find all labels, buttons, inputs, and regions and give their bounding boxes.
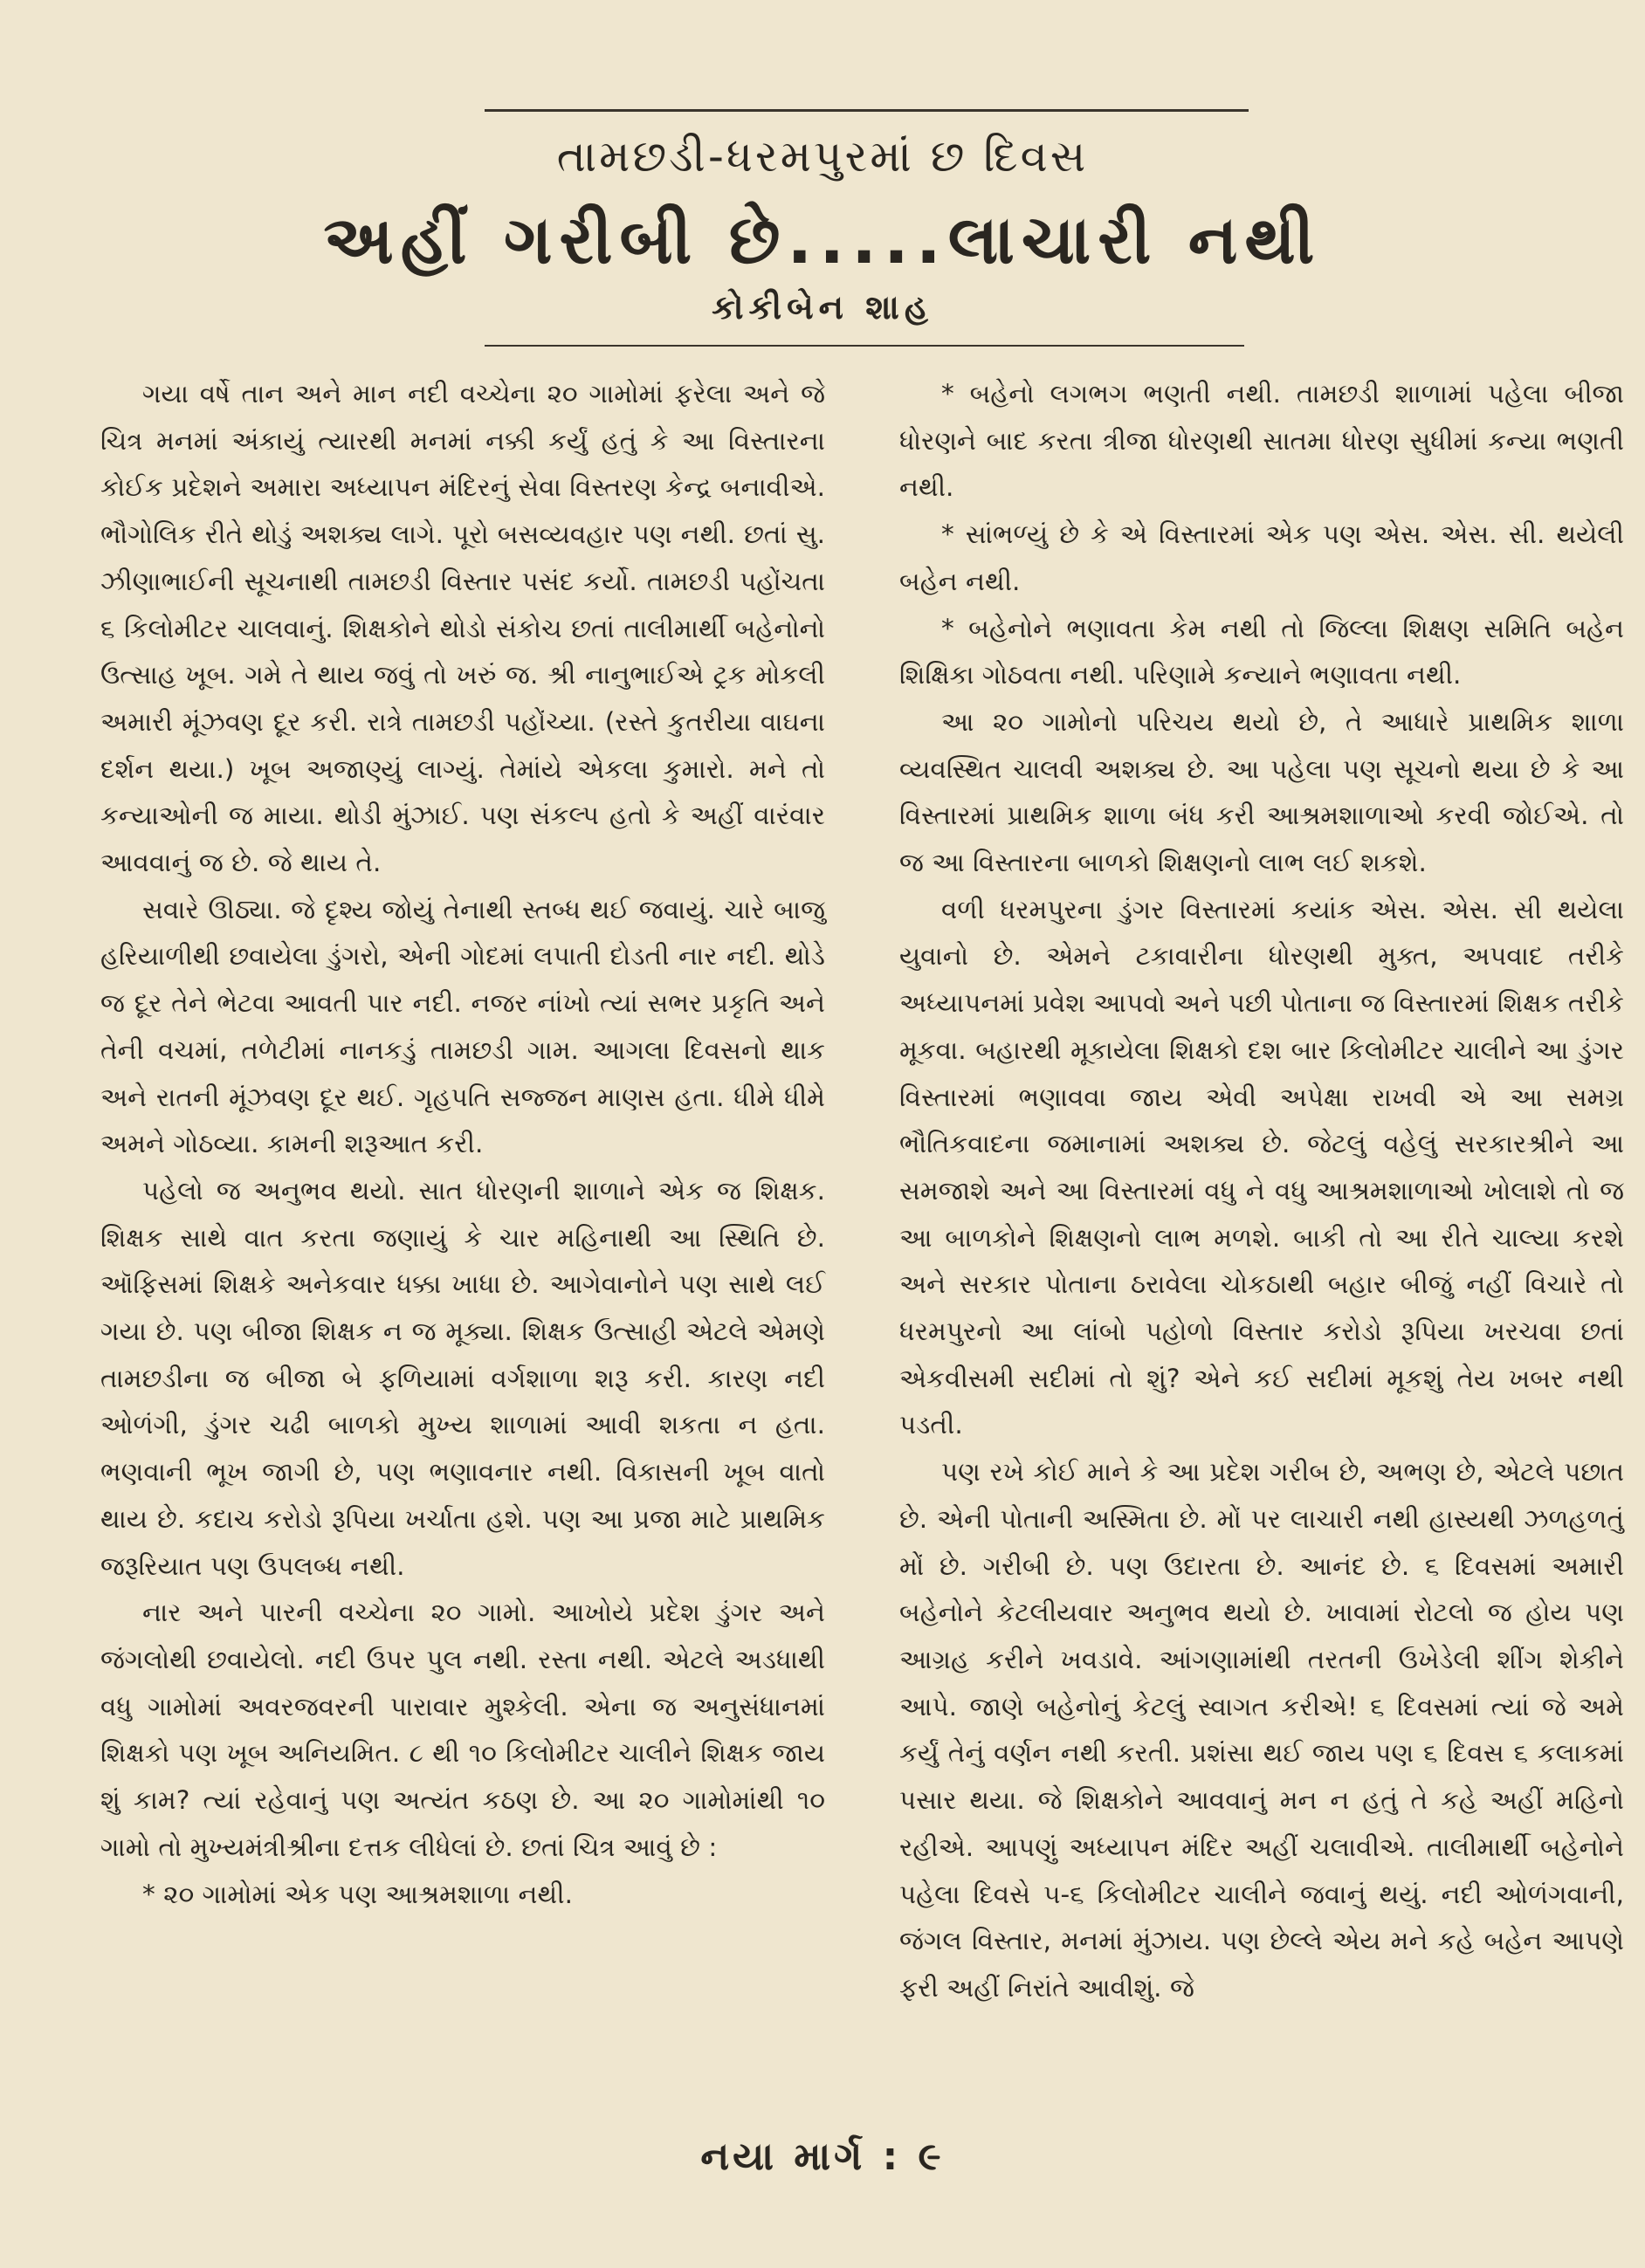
left-column	[100, 371, 825, 1918]
paragraph: વળી ધરમપુરના ડુંગર વિસ્તારમાં કયાંક એસ. એસ. સી થયેલા યુવાનો છે. એમને ટકાવારીના ધોરણથી મુક્ત, અપવાદ તરીકે અધ્યાપનમાં પ્રવેશ આપવો અને પછી પોતાના જ વિસ્તારમાં શિક્ષક તરીકે મૂકવા. બહારથી મૂકાયેલા શિક્ષકો દશ બાર કિલોમીટર ચાલીને આ ડુંગર વિસ્તારમાં ભણાવવા જાય એવી અપેક્ષા રાખવી એ આ સમગ્ર ભૌતિકવાદના જમાનામાં અશક્ય છે. જેટલું વહેલું સરકારશ્રીને આ સમજાશે અને આ વિસ્તારમાં વધુ ને વધુ આશ્રમશાળાઓ ખોલાશે તો જ આ બાળકોને શિક્ષણનો લાભ મળશે. બાકી તો આ રીતે ચાલ્યા કરશે અને સરકાર પોતાના ઠરાવેલા ચોકઠાથી બહાર બીજું નહીં વિચારે તો ધરમપુરનો આ લાંબો પહોળો વિસ્તાર કરોડો રૂપિયા ખરચવા છતાં એકવીસમી સદીમાં તો શું? એને કઈ સદીમાં મૂકશું તેય ખબર નથી પડતી.	[899, 894, 1624, 1440]
paragraph: પણ રખે કોઈ માને કે આ પ્રદેશ ગરીબ છે, અભણ છે, એટલે પછાત છે. એની પોતાની અસ્મિતા છે. મોં પર લાચારી નથી હાસ્યથી ઝળહળતું મોં છે. ગરીબી છે. પણ ઉદારતા છે. આનંદ છે. ૬ દિવસમાં અમારી બહેનોને કેટલીયવાર અનુભવ થયો છે. ખાવામાં રોટલો જ હોય પણ આગ્રહ કરીને ખવડાવે. આંગણામાંથી તરતની ઉખેડેલી શીંગ શેકીને આપે. જાણે બહેનોનું કેટલું સ્વાગત કરીએ! ૬ દિવસમાં ત્યાં જે અમે કર્યું તેનું વર્ણન નથી કરતી. પ્રશંસા થઈ જાય પણ ૬ દિવસ ૬ કલાકમાં પસાર થયા. જે શિક્ષકોને આવવાનું મન ન હતું તે કહે અહીં મહિનો રહીએ. આપણું અધ્યાપન મંદિર અહીં ચલાવીએ. તાલીમાર્થી બહેનોને પહેલા દિવસે ૫-૬ કિલોમીટર ચાલીને જવાનું થયું. નદી ઓળંગવાની, જંગલ વિસ્તાર, મનમાં મુંઝાય. પણ છેલ્લે એય મને કહે બહેન આપણે ફરી અહીં નિરાંતે આવીશું. જે	[899, 1457, 1624, 2003]
article-kicker: તામછડી-ધરમપુરમાં છ દિવસ	[556, 131, 1089, 182]
page-footer: નયા માર્ગ : ૯	[700, 2134, 945, 2179]
top-rule	[485, 109, 1249, 112]
paragraph: આ ૨૦ ગામોનો પરિચય થયો છે, તે આધારે પ્રાથમિક શાળા વ્યવસ્થિત ચાલવી અશક્ય છે. આ પહેલા પણ સૂચનો થયા છે કે આ વિસ્તારમાં પ્રાથમિક શાળા બંધ કરી આશ્રમશાળાઓ કરવી જોઈએ. તો જ આ વિસ્તારના બાળકો શિક્ષણનો લાભ લઈ શકશે.	[899, 706, 1624, 878]
article-author: કોકીબેન શાહ	[712, 288, 933, 326]
paragraph: ગયા વર્ષે તાન અને માન નદી વચ્ચેના ૨૦ ગામોમાં ફરેલા અને જે ચિત્ર મનમાં અંકાયું ત્યારથી મનમાં નક્કી કર્યું હતું કે આ વિસ્તારના કોઈક પ્રદેશને અમારા અધ્યાપન મંદિરનું સેવા વિસ્તરણ કેન્દ્ર બનાવીએ. ભૌગોલિક રીતે થોડું અશક્ય લાગે. પૂરો બસવ્યવહાર પણ નથી. છતાં સુ. ઝીણાભાઈની સૂચનાથી તામછડી વિસ્તાર પસંદ કર્યો. તામછડી પહોંચતા ૬ કિલોમીટર ચાલવાનું. શિક્ષકોને થોડો સંકોચ છતાં તાલીમાર્થી બહેનોનો ઉત્સાહ ખૂબ. ગમે તે થાય જવું તો ખરું જ. શ્રી નાનુભાઈએ ટ્રક મોકલી અમારી મૂંઝવણ દૂર કરી. રાત્રે તામછડી પહોંચ્યા. (રસ્તે કુતરીયા વાઘના દર્શન થયા.) ખૂબ અજાણ્યું લાગ્યું. તેમાંયે એકલા કુમારો. મને તો કન્યાઓની જ માયા. થોડી મુંઝાઈ. પણ સંકલ્પ હતો કે અહીં વારંવાર આવવાનું જ છે. જે થાય તે.	[100, 379, 825, 878]
paragraph: પહેલો જ અનુભવ થયો. સાત ધોરણની શાળાને એક જ શિક્ષક. શિક્ષક સાથે વાત કરતા જણાયું કે ચાર મહિનાથી આ સ્થિતિ છે. ઑફિસમાં શિક્ષકે અનેકવાર ધક્કા ખાધા છે. આગેવાનોને પણ સાથે લઈ ગયા છે. પણ બીજા શિક્ષક ન જ મૂક્યા. શિક્ષક ઉત્સાહી એટલે એમણે તામછડીના જ બીજા બે ફળિયામાં વર્ગશાળા શરૂ કરી. કારણ નદી ઓળંગી, ડુંગર ચઢી બાળકો મુખ્ય શાળામાં આવી શકતા ન હતા. ભણવાની ભૂખ જાગી છે, પણ ભણાવનાર નથી. વિકાસની ખૂબ વાતો થાય છે. કદાચ કરોડો રૂપિયા ખર્ચાતા હશે. પણ આ પ્રજા માટે પ્રાથમિક જરૂરિયાત પણ ઉપલબ્ધ નથી.	[100, 1175, 825, 1581]
bullet-paragraph: * બહેનો લગભગ ભણતી નથી. તામછડી શાળામાં પહેલા બીજા ધોરણને બાદ કરતા ત્રીજા ધોરણથી સાતમા ધોરણ સુધીમાં કન્યા ભણતી નથી.	[899, 379, 1624, 503]
bullet-paragraph: * ૨૦ ગામોમાં એક પણ આશ્રમશાળા નથી.	[142, 1879, 573, 1909]
paragraph: સવારે ઊઠ્યા. જે દૃશ્ય જોયું તેનાથી સ્તબ્ધ થઈ જવાયું. ચારે બાજુ હરિયાળીથી છવાયેલા ડુંગરો, એની ગોદમાં લપાતી દોડતી નાર નદી. થોડે જ દૂર તેને ભેટવા આવતી પાર નદી. નજર નાંખો ત્યાં સભર પ્રકૃતિ અને તેની વચમાં, તળેટીમાં નાનકડું તામછડી ગામ. આગલા દિવસનો થાક અને રાતની મૂંઝવણ દૂર થઈ. ગૃહપતિ સજ્જન માણસ હતા. ધીમે ધીમે અમને ગોઠવ્યા. કામની શરૂઆત કરી.	[100, 894, 825, 1159]
paragraph: નાર અને પારની વચ્ચેના ૨૦ ગામો. આખોયે પ્રદેશ ડુંગર અને જંગલોથી છવાયેલો. નદી ઉપર પુલ નથી. રસ્તા નથી. એટલે અડધાથી વધુ ગામોમાં અવરજવરની પારાવાર મુશ્કેલી. એના જ અનુસંધાનમાં શિક્ષકો પણ ખૂબ અનિયમિત. ૮ થી ૧૦ કિલોમીટર ચાલીને શિક્ષક જાય શું કામ? ત્યાં રહેવાનું પણ અત્યંત કઠણ છે. આ ૨૦ ગામોમાંથી ૧૦ ગામો તો મુખ્યમંત્રીશ્રીના દત્તક લીધેલાં છે. છતાં ચિત્ર આવું છે :	[100, 1598, 825, 1862]
bullet-paragraph: * બહેનોને ભણાવતા કેમ નથી તો જિલ્લા શિક્ષણ સમિતિ બહેન શિક્ષિકા ગોઠવતા નથી. પરિણામે કન્યાને ભણાવતા નથી.	[899, 613, 1624, 691]
byline-rule	[485, 345, 1244, 347]
bullet-paragraph: * સાંભળ્યું છે કે એ વિસ્તારમાં એક પણ એસ. એસ. સી. થયેલી બહેન નથી.	[899, 519, 1624, 596]
article-title: અહીં ગરીબી છે.....લાચારી નથી	[323, 201, 1322, 278]
right-column	[899, 371, 1624, 2012]
